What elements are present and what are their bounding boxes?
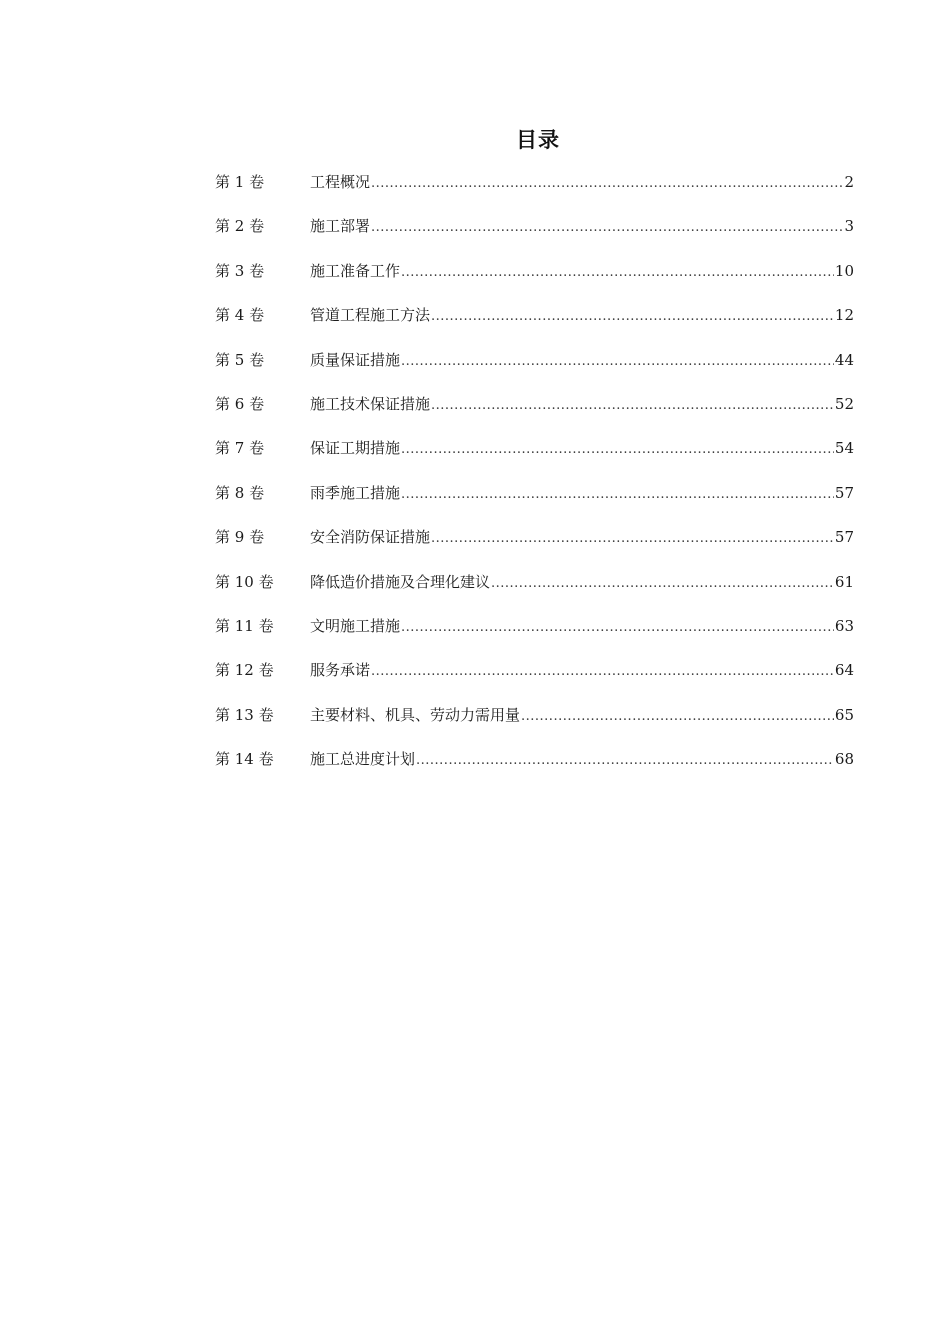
toc-volume-label: 第 14 卷 xyxy=(215,750,274,769)
toc-entry[interactable] xyxy=(215,658,854,702)
toc-page-number: 57 xyxy=(834,528,854,547)
toc-page-number: 44 xyxy=(834,350,854,369)
toc-volume-label: 第 8 卷 xyxy=(215,483,265,502)
toc-page-number: 64 xyxy=(834,661,854,680)
toc-entry[interactable] xyxy=(215,392,854,436)
toc-volume-label: 第 13 卷 xyxy=(215,705,274,724)
toc-page-number: 61 xyxy=(834,572,854,591)
toc-entry[interactable] xyxy=(215,259,854,303)
toc-page-number: 2 xyxy=(844,173,854,191)
toc-volume-label: 第 2 卷 xyxy=(215,217,265,236)
dot-leader xyxy=(491,572,834,596)
toc-entry-title[interactable]: 质量保证措施 xyxy=(310,350,401,369)
toc-volume-label: 第 10 卷 xyxy=(215,572,274,591)
toc-volume-label: 第 1 卷 xyxy=(215,173,265,191)
toc-entry[interactable] xyxy=(215,747,854,791)
toc-volume-label: 第 7 卷 xyxy=(215,439,265,458)
toc-entry-title[interactable]: 安全消防保证措施 xyxy=(310,528,431,547)
toc-page-number: 68 xyxy=(834,750,854,769)
toc-entry[interactable] xyxy=(215,214,854,258)
toc-entry[interactable] xyxy=(215,436,854,480)
dot-leader xyxy=(416,749,834,773)
toc-entry-title[interactable]: 施工准备工作 xyxy=(310,261,401,280)
toc-page-number: 65 xyxy=(834,705,854,724)
toc-volume-label: 第 9 卷 xyxy=(215,528,265,547)
dot-leader xyxy=(401,438,834,462)
toc-title: 目录 xyxy=(516,128,560,152)
toc-page-number: 63 xyxy=(834,616,854,635)
toc-entry-title[interactable]: 雨季施工措施 xyxy=(310,483,401,502)
dot-leader xyxy=(431,394,834,418)
dot-leader xyxy=(371,660,834,684)
toc-page-number: 57 xyxy=(834,483,854,502)
toc-list xyxy=(215,170,854,791)
dot-leader xyxy=(401,261,834,285)
toc-entry-title[interactable]: 施工总进度计划 xyxy=(310,750,416,769)
dot-leader xyxy=(431,305,834,329)
dot-leader xyxy=(431,527,834,551)
toc-volume-label: 第 11 卷 xyxy=(215,616,274,635)
dot-leader xyxy=(401,483,834,507)
toc-volume-label: 第 4 卷 xyxy=(215,306,265,325)
toc-entry-title[interactable]: 施工技术保证措施 xyxy=(310,394,431,413)
toc-entry[interactable] xyxy=(215,614,854,658)
toc-entry-title[interactable]: 管道工程施工方法 xyxy=(310,306,431,325)
toc-page-number: 10 xyxy=(834,261,854,280)
toc-entry-title[interactable]: 工程概况 xyxy=(310,173,371,191)
toc-entry[interactable] xyxy=(215,525,854,569)
toc-entry[interactable] xyxy=(215,481,854,525)
toc-entry-title[interactable]: 降低造价措施及合理化建议 xyxy=(310,572,491,591)
toc-page-number: 54 xyxy=(834,439,854,458)
toc-page-number: 12 xyxy=(834,306,854,325)
toc-entry-title[interactable]: 主要材料、机具、劳动力需用量 xyxy=(310,705,521,724)
toc-entry[interactable] xyxy=(215,348,854,392)
toc-entry-title[interactable]: 文明施工措施 xyxy=(310,616,401,635)
toc-volume-label: 第 3 卷 xyxy=(215,261,265,280)
toc-entry[interactable] xyxy=(215,303,854,347)
dot-leader xyxy=(401,350,834,374)
toc-entry[interactable] xyxy=(215,703,854,747)
dot-leader xyxy=(401,616,834,640)
toc-volume-label: 第 5 卷 xyxy=(215,350,265,369)
toc-volume-label: 第 12 卷 xyxy=(215,661,274,680)
toc-volume-label: 第 6 卷 xyxy=(215,394,265,413)
toc-entry-title[interactable]: 保证工期措施 xyxy=(310,439,401,458)
dot-leader xyxy=(521,705,834,729)
toc-entry[interactable] xyxy=(215,170,854,214)
toc-page-number: 3 xyxy=(844,217,854,236)
toc-entry-title[interactable]: 施工部署 xyxy=(310,217,371,236)
toc-page-number: 52 xyxy=(834,394,854,413)
toc-entry[interactable] xyxy=(215,570,854,614)
dot-leader xyxy=(371,172,843,196)
dot-leader xyxy=(371,216,843,240)
toc-entry-title[interactable]: 服务承诺 xyxy=(310,661,371,680)
